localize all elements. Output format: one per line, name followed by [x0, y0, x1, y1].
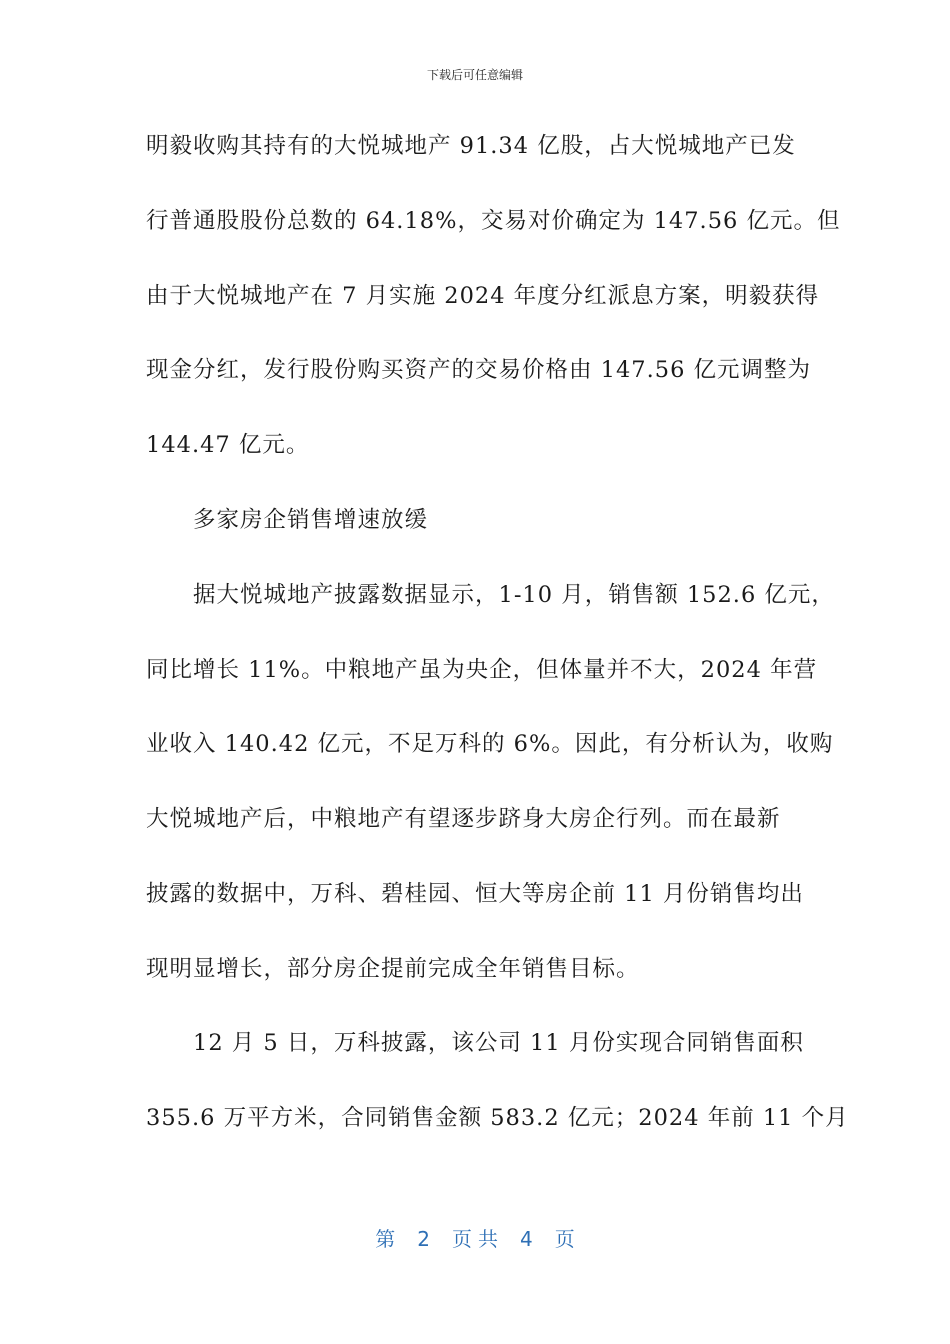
text-line: 现金分红，发行股份购买资产的交易价格由 147.56 亿元调整为 [146, 357, 812, 383]
total-page-number: 4 [520, 1227, 533, 1251]
text-line: 大悦城地产后，中粮地产有望逐步跻身大房企行列。而在最新 [146, 806, 781, 832]
text-line: 144.47 亿元。 [146, 432, 310, 458]
current-page-number: 2 [417, 1227, 430, 1251]
page-number-footer [0, 1226, 950, 1252]
text-line: 由于大悦城地产在 7 月实施 2024 年度分红派息方案，明毅获得 [146, 283, 820, 309]
section-heading: 多家房企销售增速放缓 [193, 507, 429, 533]
footer-ye-2: 页 [554, 1227, 575, 1251]
footer-di: 第 [375, 1227, 396, 1251]
footer-gong: 共 [478, 1227, 498, 1251]
text-line: 明毅收购其持有的大悦城地产 91.34 亿股，占大悦城地产已发 [146, 133, 796, 159]
footer-ye: 页 [452, 1227, 472, 1251]
text-line: 行普通股股份总数的 64.18%，交易对价确定为 147.56 亿元。但 [146, 208, 841, 234]
page-header-note: 下载后可任意编辑 [426, 68, 523, 82]
text-line: 披露的数据中，万科、碧桂园、恒大等房企前 11 月份销售均出 [146, 881, 804, 907]
text-line: 业收入 140.42 亿元，不足万科的 6%。因此，有分析认为，收购 [146, 731, 834, 757]
text-line: 355.6 万平方米，合同销售金额 583.2 亿元；2024 年前 11 个月 [146, 1105, 849, 1131]
text-line: 12 月 5 日，万科披露，该公司 11 月份实现合同销售面积 [193, 1030, 804, 1056]
text-line: 现明显增长，部分房企提前完成全年销售目标。 [146, 956, 640, 982]
text-line: 据大悦城地产披露数据显示，1-10 月，销售额 152.6 亿元， [193, 582, 835, 608]
text-line: 同比增长 11%。中粮地产虽为央企，但体量并不大，2024 年营 [146, 657, 818, 683]
